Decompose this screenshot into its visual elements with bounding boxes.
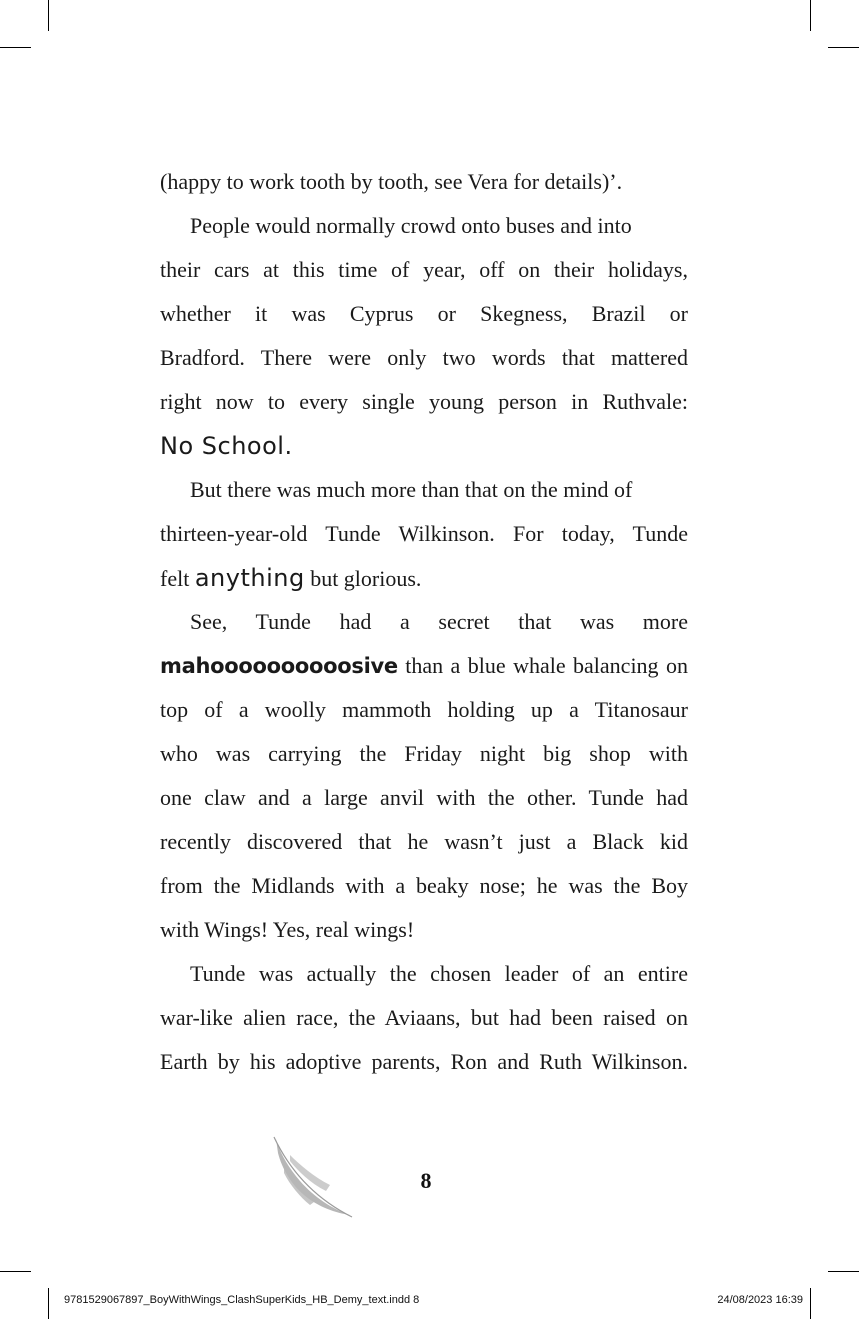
text-line: with Wings! Yes, real wings!: [160, 917, 415, 942]
text-line: from the Midlands with a beaky nose; he was the Boy: [160, 873, 688, 898]
text-fragment: than a blue whale balancing on: [405, 653, 688, 678]
crop-mark-top-left-horizontal: [0, 47, 31, 48]
text-line: (happy to work tooth by tooth, see Vera for details)’.: [160, 169, 623, 194]
text-line: Earth by his adoptive parents, Ron and Ruth Wilkinson.: [160, 1049, 688, 1074]
crop-mark-bottom-right-horizontal: [828, 1271, 859, 1272]
feather-icon: [270, 1135, 354, 1219]
text-line: recently discovered that he wasn’t just a Black kid: [160, 829, 688, 854]
crop-mark-bottom-left-vertical: [48, 1288, 49, 1319]
text-line: one claw and a large anvil with the other. Tunde had: [160, 785, 688, 810]
paragraph-start: But there was much more than that on the mind of: [190, 477, 633, 502]
text-fragment: felt: [160, 566, 190, 591]
paragraph-start: Tunde was actually the chosen leader of an entire: [190, 961, 688, 986]
crop-mark-top-right-vertical: [810, 0, 811, 31]
crop-mark-top-left-vertical: [48, 0, 49, 31]
mahoosive-emphasis: mahoooooooooosive: [160, 654, 398, 678]
text-line: [160, 644, 688, 688]
page-number: 8: [420, 1168, 432, 1193]
page-body-text: [160, 160, 688, 1084]
text-line: who was carrying the Friday night big shop with: [160, 741, 688, 766]
text-line: right now to every single young person in Ruthvale:: [160, 389, 688, 414]
no-school-emphasis: No School.: [160, 432, 293, 460]
crop-mark-bottom-right-vertical: [810, 1288, 811, 1319]
crop-mark-bottom-left-horizontal: [0, 1271, 31, 1272]
text-line: their cars at this time of year, off on their holidays,: [160, 257, 688, 282]
text-line: [160, 424, 688, 468]
slug-datetime: 24/08/2023 16:39: [717, 1294, 803, 1306]
text-line: [160, 556, 688, 600]
text-line: whether it was Cyprus or Skegness, Brazil or: [160, 301, 688, 326]
paragraph-start: See, Tunde had a secret that was more: [190, 609, 688, 634]
text-line: war-like alien race, the Aviaans, but had been raised on: [160, 1005, 688, 1030]
anything-emphasis: anything: [194, 564, 305, 592]
text-line: thirteen-year-old Tunde Wilkinson. For today, Tunde: [160, 521, 688, 546]
paragraph-start: People would normally crowd onto buses and into: [190, 213, 632, 238]
text-fragment: but glorious.: [310, 566, 422, 591]
crop-mark-top-right-horizontal: [828, 47, 859, 48]
slug-filename: 9781529067897_BoyWithWings_ClashSuperKids_HB_Demy_text.indd 8: [64, 1294, 420, 1306]
text-line: top of a woolly mammoth holding up a Titanosaur: [160, 697, 688, 722]
text-line: Bradford. There were only two words that mattered: [160, 345, 688, 370]
